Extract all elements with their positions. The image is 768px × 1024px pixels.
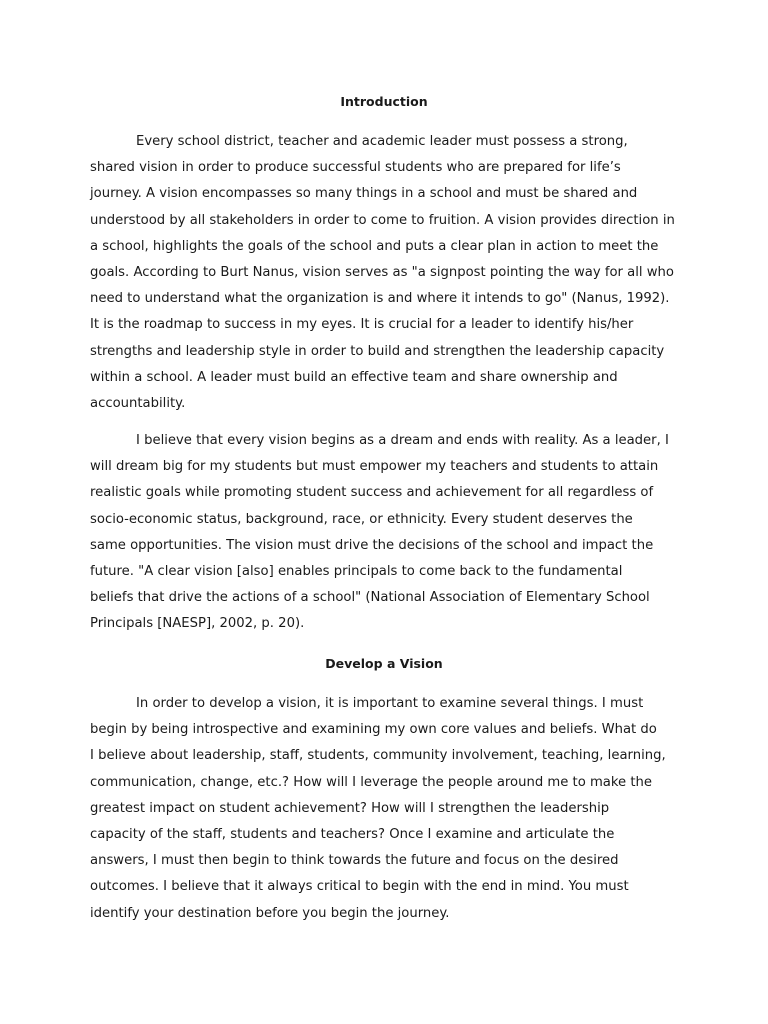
paragraph-line: greatest impact on student achievement? How will I strengthen the leadership	[90, 800, 610, 816]
heading-introduction: Introduction	[340, 94, 428, 109]
paragraph-line: future. "A clear vision [also] enables principals to come back to the fundamental	[90, 564, 623, 580]
paragraph-line: need to understand what the organization is and where it intends to go" (Nanus, 1992).	[90, 291, 670, 307]
paragraph-line: shared vision in order to produce successful students who are prepared for life’s	[90, 160, 621, 176]
paragraph-line: Every school district, teacher and academic leader must possess a strong,	[136, 134, 628, 149]
paragraph-line: accountability.	[90, 396, 186, 412]
paragraph-line: I believe about leadership, staff, students, community involvement, teaching, learning,	[90, 748, 666, 764]
paragraph-line: capacity of the staff, students and teachers? Once I examine and articulate the	[90, 827, 615, 843]
paragraph-line: strengths and leadership style in order to build and strengthen the leadership capacity	[90, 343, 665, 359]
heading-develop-a-vision: Develop a Vision	[325, 656, 443, 671]
paragraph-line: will dream big for my students but must empower my teachers and students to attain	[90, 459, 659, 475]
paragraph-line: I believe that every vision begins as a dream and ends with reality. As a leader, I	[136, 433, 669, 448]
paragraph-3	[90, 691, 690, 927]
paragraph-line: a school, highlights the goals of the school and puts a clear plan in action to meet the	[90, 238, 659, 254]
paragraph-line: answers, I must then begin to think towards the future and focus on the desired	[90, 853, 619, 869]
paragraph-line: outcomes. I believe that it always critical to begin with the end in mind. You must	[90, 879, 629, 895]
paragraph-line: understood by all stakeholders in order to come to fruition. A vision provides direction in	[90, 212, 675, 228]
paragraph-1	[90, 129, 690, 417]
paragraph-line: identify your destination before you begin the journey.	[90, 905, 450, 921]
paragraph-line: In order to develop a vision, it is important to examine several things. I must	[136, 696, 644, 711]
paragraph-line: same opportunities. The vision must drive the decisions of the school and impact the	[90, 537, 654, 553]
paragraph-line: realistic goals while promoting student success and achievement for all regardless of	[90, 485, 654, 501]
paragraph-line: Principals [NAESP], 2002, p. 20).	[90, 616, 305, 632]
paragraph-line: begin by being introspective and examining my own core values and beliefs. What do	[90, 722, 657, 738]
paragraph-line: communication, change, etc.? How will I leverage the people around me to make the	[90, 774, 653, 790]
paragraph-line: within a school. A leader must build an effective team and share ownership and	[90, 369, 618, 385]
paragraph-line: goals. According to Burt Nanus, vision serves as "a signpost pointing the way for all who	[90, 265, 674, 281]
paragraph-line: socio-economic status, background, race, or ethnicity. Every student deserves the	[90, 511, 633, 527]
paragraph-line: journey. A vision encompasses so many things in a school and must be shared and	[90, 186, 638, 202]
paragraph-2	[90, 428, 690, 638]
paragraph-line: beliefs that drive the actions of a school" (National Association of Elementary School	[90, 590, 650, 606]
paragraph-line: It is the roadmap to success in my eyes. It is crucial for a leader to identify his/her	[90, 317, 634, 333]
